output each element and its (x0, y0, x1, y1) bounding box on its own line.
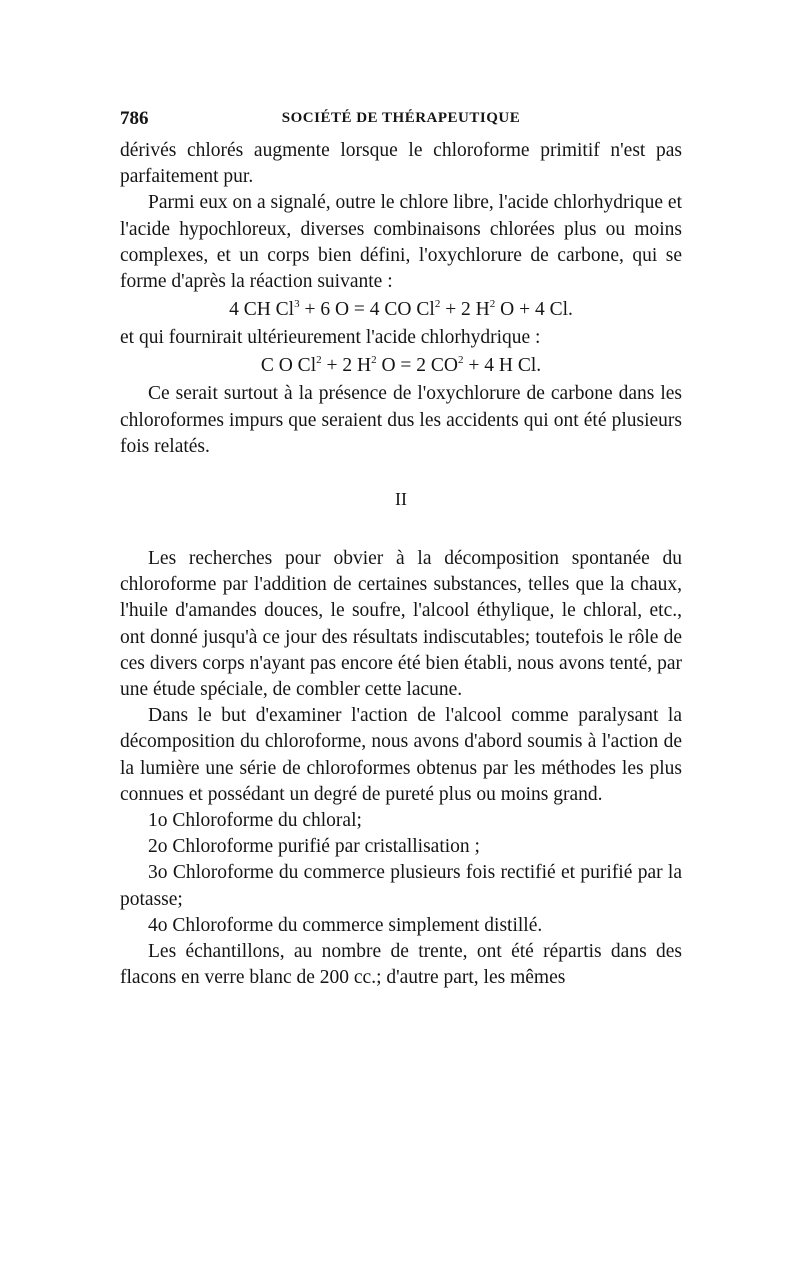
page-header (120, 108, 682, 138)
formula-2-sup-b: 2 (371, 353, 377, 366)
page-number: 786 (120, 108, 149, 129)
formula-oxychlorure (120, 295, 682, 325)
formula-1-part-a: 4 CH Cl (229, 299, 295, 321)
list-item-2: 2o Chloroforme purifié par cristallisation ; (148, 836, 480, 858)
formula-2-part-a: C O Cl (260, 355, 317, 377)
paragraph-3: et qui fournirait ultérieurement l'acide chlorhydrique : (120, 327, 541, 349)
formula-2-part-d: + 4 H Cl. (463, 355, 542, 377)
paragraph-2: Parmi eux on a signalé, outre le chlore libre, l'acide chlorhydrique et l'acide hypochloreux, diverses combinaisons chlorées plus ou moins complexes, et un corps bien défini, l'oxychlorure de carbone, qui se forme d'après la réaction suivante : (120, 192, 682, 293)
paragraph-1: dérivés chlorés augmente lorsque le chloroforme primitif n'est pas parfaitement pur. (120, 140, 682, 188)
formula-2-sup-a: 2 (316, 353, 322, 366)
page (120, 108, 682, 991)
body-text (120, 138, 682, 991)
list-item-3: 3o Chloroforme du commerce plusieurs fois rectifié et purifié par la potasse; (120, 862, 682, 910)
formula-1-part-b: + 6 O = 4 CO Cl (299, 299, 435, 321)
list-item-4: 4o Chloroforme du commerce simplement distillé. (148, 914, 543, 936)
section-heading: II (395, 489, 407, 510)
paragraph-6: Dans le but d'examiner l'action de l'alcool comme paralysant la décomposition du chloroforme, nous avons d'abord soumis à l'action de la lumière une série de chloroformes obtenus par les méthodes les plus connues et possédant un degré de pureté plus ou moins grand. (120, 705, 682, 805)
formula-2-sup-c: 2 (458, 353, 464, 366)
formula-1-part-c: + 2 H (440, 299, 490, 321)
formula-1-sup-b: 2 (434, 297, 441, 310)
paragraph-5: Les recherches pour obvier à la décomposition spontanée du chloroforme par l'addition de certaines substances, telles que la chaux, l'huile d'amandes douces, le soufre, l'alcool éthylique, le chloral, etc., ont donné jusqu'à ce jour des résultats indiscutables; toutefois le rôle de ces divers corps n'ayant pas encore été bien établi, nous avons tenté, par une étude spéciale, de combler cette lacune. (120, 548, 682, 701)
list-item-1: 1o Chloroforme du chloral; (148, 810, 362, 832)
formula-2-part-b: + 2 H (321, 355, 372, 377)
formula-1-sup-a: 3 (294, 297, 300, 310)
paragraph-7: Les échantillons, au nombre de trente, ont été répartis dans des flacons en verre blanc de 200 cc.; d'autre part, les mêmes (120, 941, 682, 989)
formula-1-part-d: O + 4 Cl. (495, 299, 573, 321)
formula-1-sup-c: 2 (489, 297, 496, 310)
paragraph-4: Ce serait surtout à la présence de l'oxychlorure de carbone dans les chloroformes impurs que seraient dus les accidents qui ont été plusieurs fois relatés. (120, 383, 682, 457)
formula-acide-chlorhydrique (120, 351, 682, 381)
formula-2-part-c: O = 2 CO (376, 355, 458, 377)
running-title: SOCIÉTÉ DE THÉRAPEUTIQUE (281, 110, 521, 126)
